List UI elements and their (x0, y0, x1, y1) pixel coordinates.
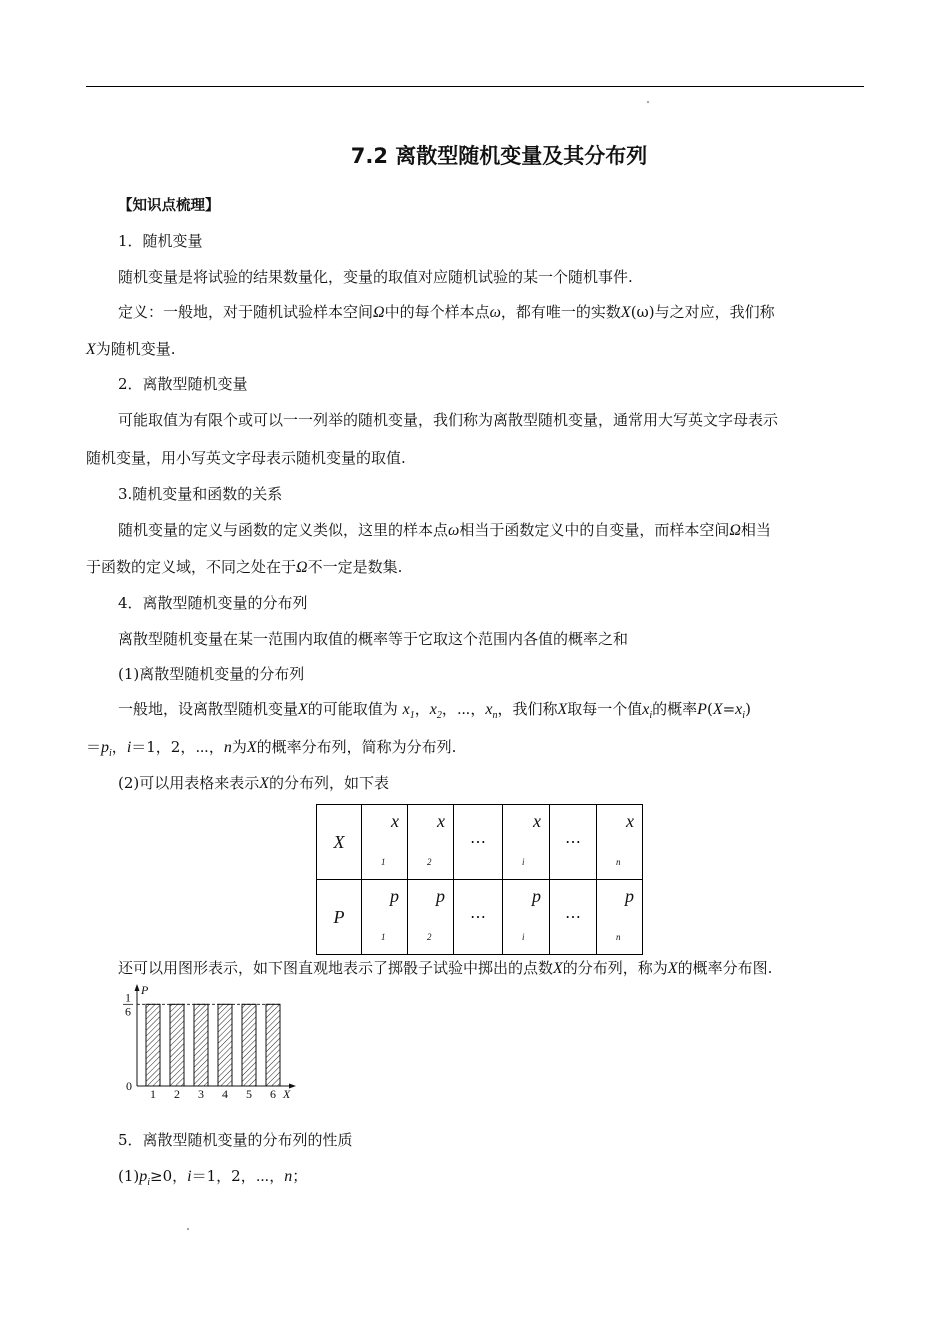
table-row (317, 880, 643, 955)
probability-chart (115, 982, 305, 1098)
table-header-p: P (317, 880, 362, 955)
heading-discrete-variable: 2．离散型随机变量 (118, 375, 248, 393)
heading-variable-function: 3.随机变量和函数的关系 (118, 485, 283, 503)
page-title: 7.2 离散型随机变量及其分布列 (350, 144, 648, 168)
bar (194, 1004, 208, 1086)
table-cell-ellipsis: ⋯ (550, 805, 597, 880)
table-cell: x 2 (408, 805, 454, 880)
paragraph: 随机变量，用小写英文字母表示随机变量的取值. (86, 449, 406, 467)
bar (218, 1004, 232, 1086)
x-axis-label: X (283, 1087, 291, 1098)
table-cell: p i (503, 880, 550, 955)
table-row (317, 805, 643, 880)
paragraph-definition: 定义：一般地，对于随机试验样本空间Ω中的每个样本点ω，都有唯一的实数X(ω)与之对应，我们称 (118, 303, 775, 321)
table-cell: x 1 (362, 805, 408, 880)
table-cell: x n (597, 805, 643, 880)
x-tick-label: 1 (150, 1087, 156, 1098)
table-cell-ellipsis: ⋯ (550, 880, 597, 955)
page-mark (187, 1228, 189, 1230)
subheading: (1)离散型随机变量的分布列 (118, 665, 305, 683)
paragraph: 随机变量的定义与函数的定义类似，这里的样本点ω相当于函数定义中的自变量，而样本空间Ω相当 (118, 521, 771, 539)
heading-properties: 5．离散型随机变量的分布列的性质 (118, 1131, 353, 1149)
header-rule (86, 86, 864, 87)
x-tick-label: 4 (222, 1087, 228, 1098)
paragraph: 还可以用图形表示，如下图直观地表示了掷骰子试验中掷出的点数X的分布列，称为X的概率分布图. (118, 959, 773, 977)
x-tick-label: 5 (246, 1087, 252, 1098)
y-tick-denominator: 6 (125, 1004, 131, 1019)
property-1: $(1)p_i\ge 0$，i＝1，2，⋯，n； (118, 1167, 308, 1188)
table-cell: p n (597, 880, 643, 955)
table-header-x: X (317, 805, 362, 880)
distribution-table (316, 804, 643, 955)
x-tick-label: 6 (270, 1087, 276, 1098)
y-tick-numerator: 1 (125, 990, 131, 1005)
y-axis-label: P (141, 983, 149, 997)
y-axis-arrow (135, 984, 140, 991)
bar (266, 1004, 280, 1086)
page-mark (647, 101, 649, 103)
paragraph: 随机变量是将试验的结果数量化，变量的取值对应随机试验的某一个随机事件. (118, 268, 633, 286)
bar (242, 1004, 256, 1086)
paragraph: 离散型随机变量在某一范围内取值的概率等于它取这个范围内各值的概率之和 (118, 630, 629, 648)
origin-label: 0 (126, 1079, 132, 1093)
paragraph-definition-cont: X为随机变量. (86, 340, 176, 358)
x-tick-label: 2 (174, 1087, 180, 1098)
subheading: (2)可以用表格来表示X的分布列，如下表 (118, 774, 390, 792)
paragraph: 可能取值为有限个或可以一一列举的随机变量，我们称为离散型随机变量，通常用大写英文字母表示 (118, 411, 779, 429)
x-tick-label: 3 (198, 1087, 204, 1098)
heading-random-variable: 1．随机变量 (118, 232, 203, 250)
section-header: 【知识点梳理】 (118, 198, 220, 214)
table-cell-ellipsis: ⋯ (454, 880, 503, 955)
heading-distribution: 4．离散型随机变量的分布列 (118, 594, 308, 612)
bar (170, 1004, 184, 1086)
table-cell: p 2 (408, 880, 454, 955)
paragraph-distribution-def-cont: $=p_i$，i＝1，2，⋯，n为X的概率分布列，简称为分布列. (86, 738, 457, 759)
bar (146, 1004, 160, 1086)
table-cell: x i (503, 805, 550, 880)
table-cell-ellipsis: ⋯ (454, 805, 503, 880)
paragraph-distribution-def: 一般地，设离散型随机变量X的可能取值为 $x_1$，$x_2$，⋯，$x_n$，我们称X取每一个值$x_i$的概率$P(X=x_i)$ (118, 700, 751, 721)
paragraph: 于函数的定义域，不同之处在于Ω不一定是数集. (86, 558, 403, 576)
table-cell: p 1 (362, 880, 408, 955)
